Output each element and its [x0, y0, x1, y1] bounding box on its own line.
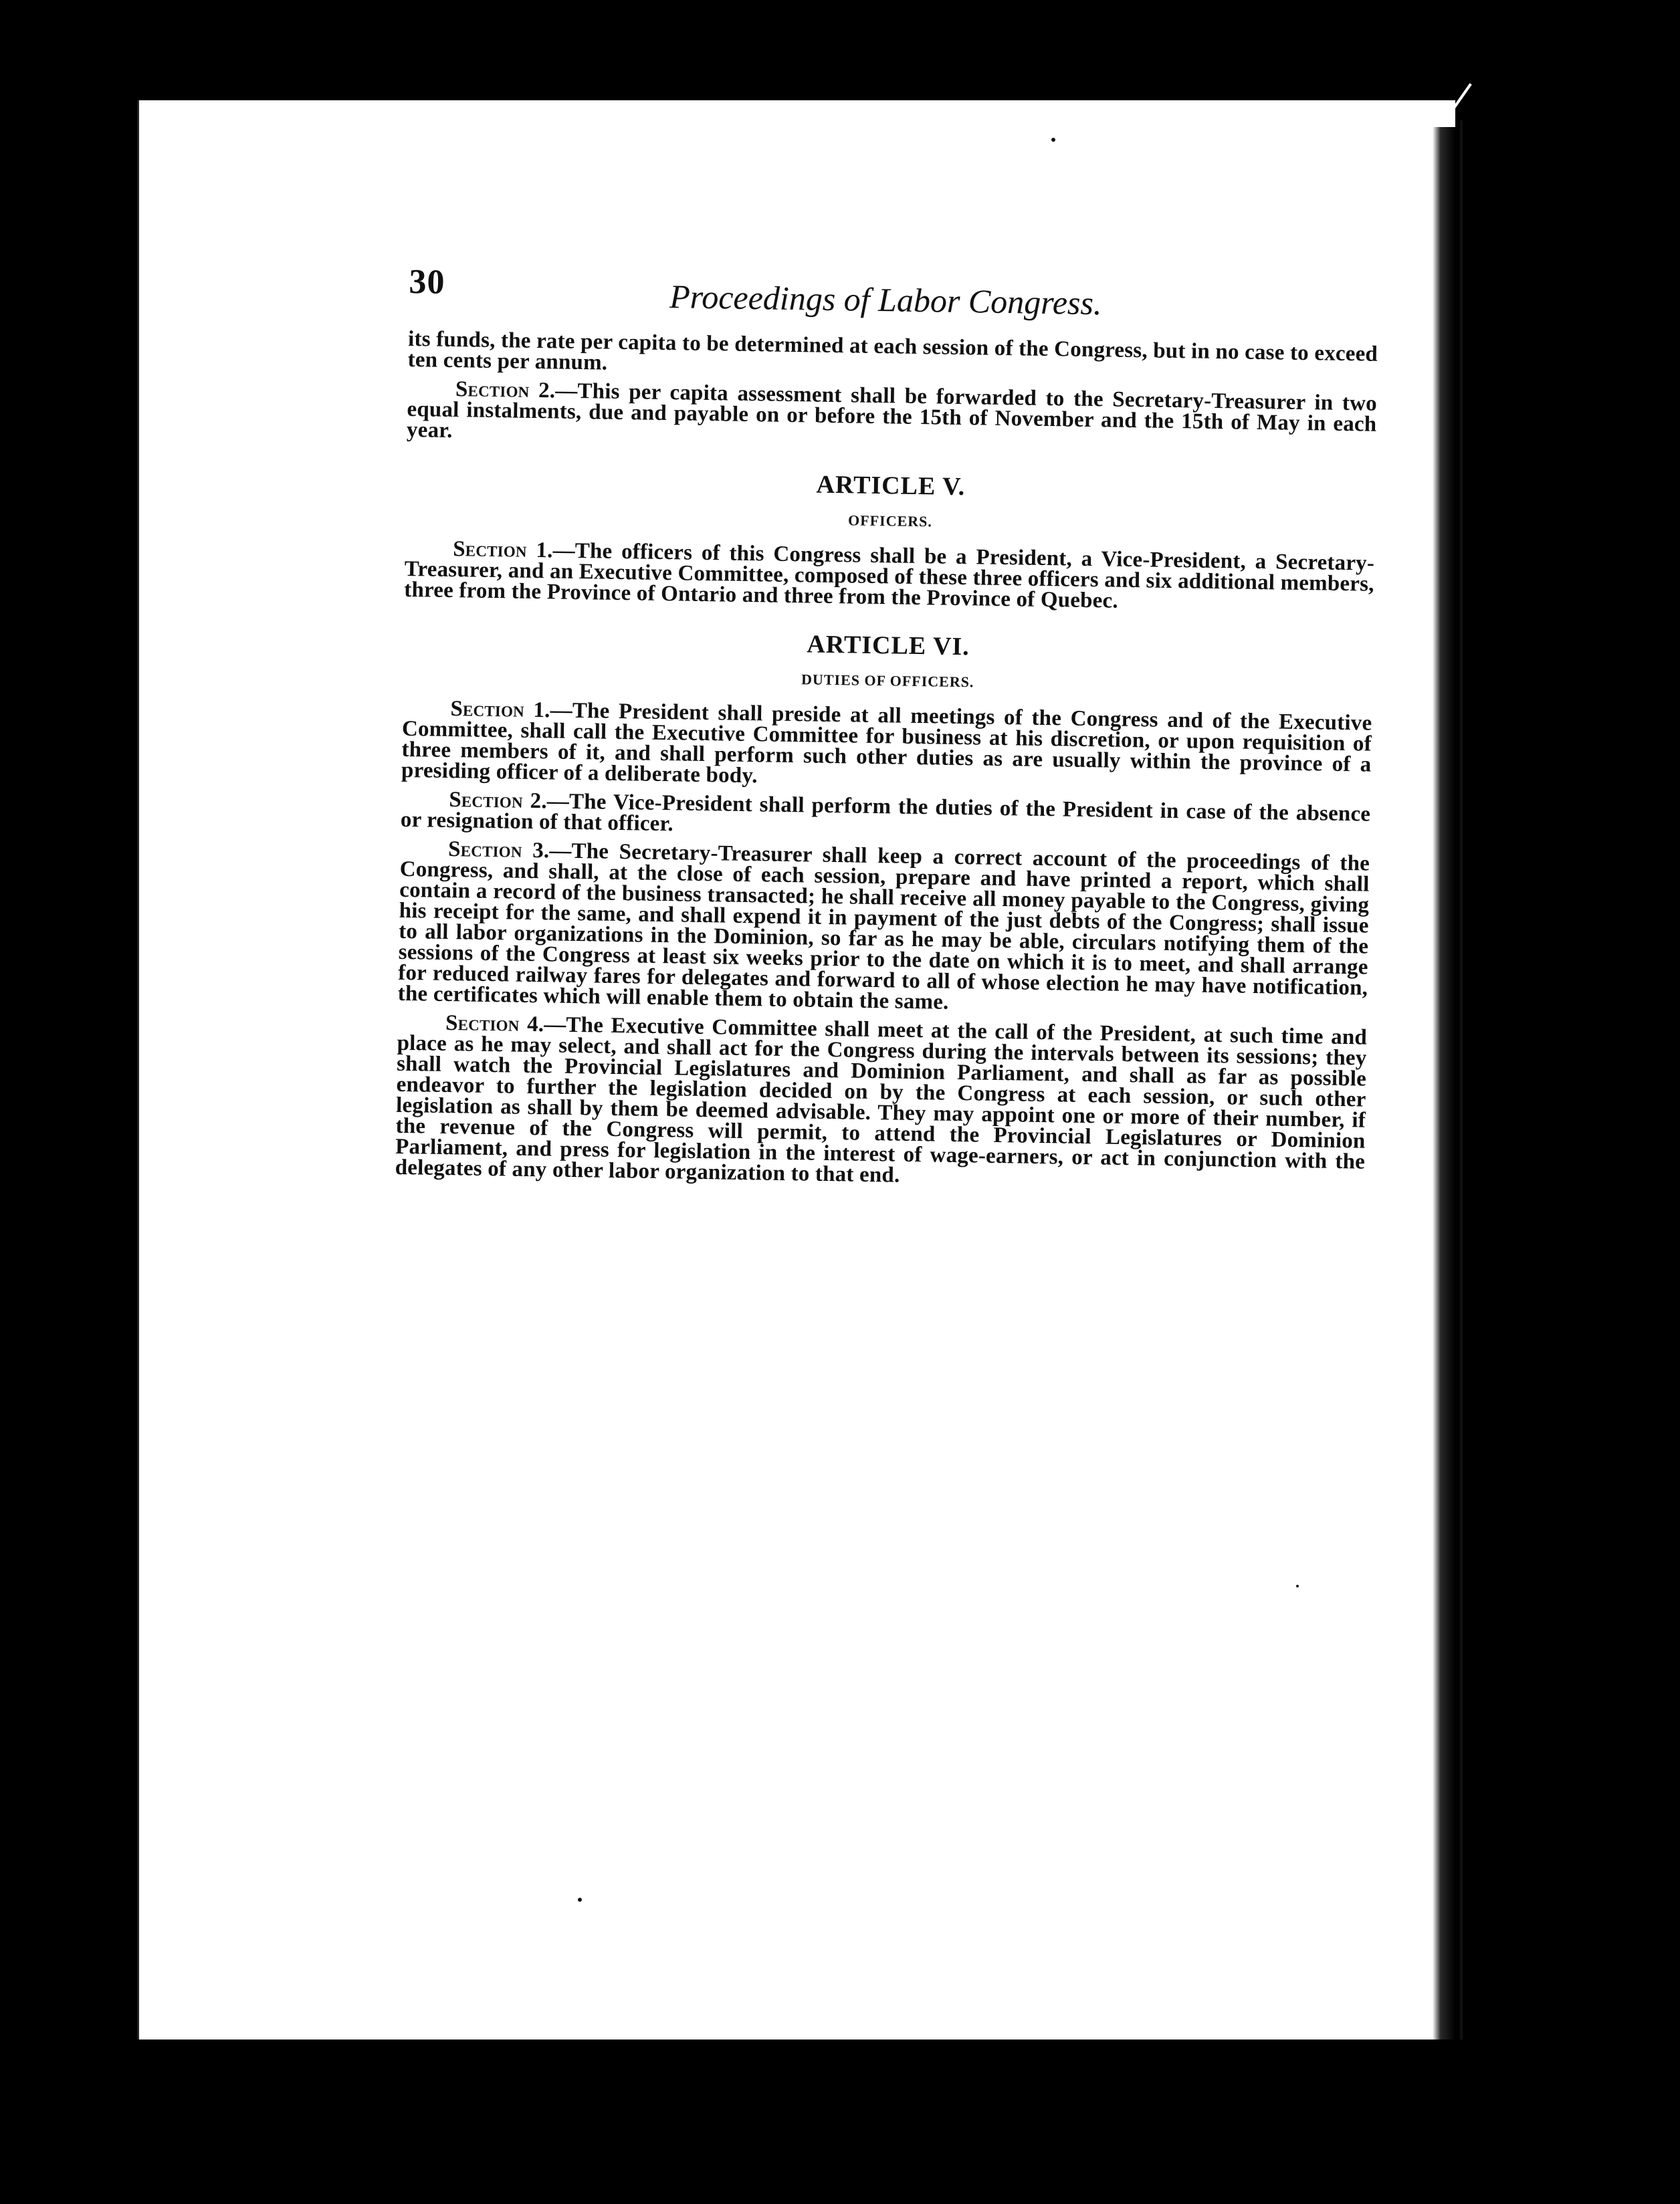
section-label: Section 4.: [445, 1010, 544, 1037]
section-label: Section 2.: [449, 788, 548, 814]
section-text: —The Secretary-Treasurer shall keep a correct account of the proceedings of the Congress, and shall, at the close of each session, prepare and have printed a report, which shall contain a record of the business transacted; he shall receive all money payable to the Congress, giving his receipt for the same, and shall expend it in payment of the just debts of the Congress; shall issue to all labor organizations in the Dominion, so far as he may be able, circulars notifying them of the sessions of the Congress at least six weeks prior to the date on which it is to meet, and shall arrange for reduced railway fares for delegates and forward to all of whose election he may have notification, the certificates which will enable them to obtain the same.: [397, 839, 1370, 1014]
page-text-block: [395, 262, 1379, 1202]
section-text: —The officers of this Congress shall be a President, a Vice-President, a Secretary-Treasurer, and an Executive Committee, composed of these three officers and six additional members, three from the Province of Ontario and three from the Province of Quebec.: [404, 538, 1375, 613]
article6-section4: [395, 1012, 1367, 1194]
article6-title: ARTICLE VI.: [807, 630, 970, 661]
page-number: 30: [409, 262, 445, 302]
section-label: Section 2.: [455, 377, 556, 403]
article6-section3: [398, 839, 1370, 1020]
article5-title: ARTICLE V.: [816, 470, 966, 502]
continued-paragraph: its funds, the rate per capita to be determined at each session of the Congress, but in no case to exceed ten cents per annum.: [407, 326, 1378, 375]
section-label: Section 1.: [452, 537, 553, 563]
article6-section1: [401, 698, 1372, 796]
scan-speck: [1296, 1585, 1299, 1587]
section-text: —The Vice-President shall perform the duties of the President in case of the absence or resignation of that officer.: [400, 789, 1371, 837]
section-text: —The Executive Committee shall meet at the call of the President, at such time and place as he may select, and shall act for the Congress during the intervals between its sessions; they shall watch the Provincial Legislatures and Dominion Parliament, and shall as far as possible endeavor to further the legislation decided on by the Congress at each session, or such other legislation as shall by them be deemed advisable. They may appoint one or more of their number, if the revenue of the Congress will permit, to attend the Provincial Legislatures or Dominion Parliament, and press for legislation in the interest of wage-earners, or act in conjunction with the delegates of any other labor organization to that end.: [395, 1012, 1368, 1188]
article6-subtitle: DUTIES OF OFFICERS.: [801, 671, 974, 691]
article6-section2: [401, 789, 1371, 846]
section-text: —This per capita assessment shall be forwarded to the Secretary-Treasurer in two equal instalments, due and payable on or before the 15th of November and the 15th of May in each year.: [406, 378, 1378, 443]
article5-section1: [404, 538, 1374, 616]
scan-speck: [1051, 138, 1055, 142]
scan-speck: [578, 1898, 582, 1902]
facing-page-edge: [1460, 120, 1463, 2040]
section-label: Section 1.: [450, 697, 550, 723]
section-text: —The President shall preside at all meetings of the Congress and of the Executive Committee, shall call the Executive Committee for business at his discretion, or upon requisition of three members of it, and shall perform such other duties as are usually within the province of a presiding officer of a deliberate body.: [401, 698, 1372, 788]
section-label: Section 3.: [447, 837, 550, 863]
article5-subtitle: OFFICERS.: [847, 512, 933, 530]
article4-section2: [407, 378, 1377, 456]
page-gutter-shadow: [1433, 127, 1455, 2040]
running-head: Proceedings of Labor Congress.: [669, 278, 1102, 322]
